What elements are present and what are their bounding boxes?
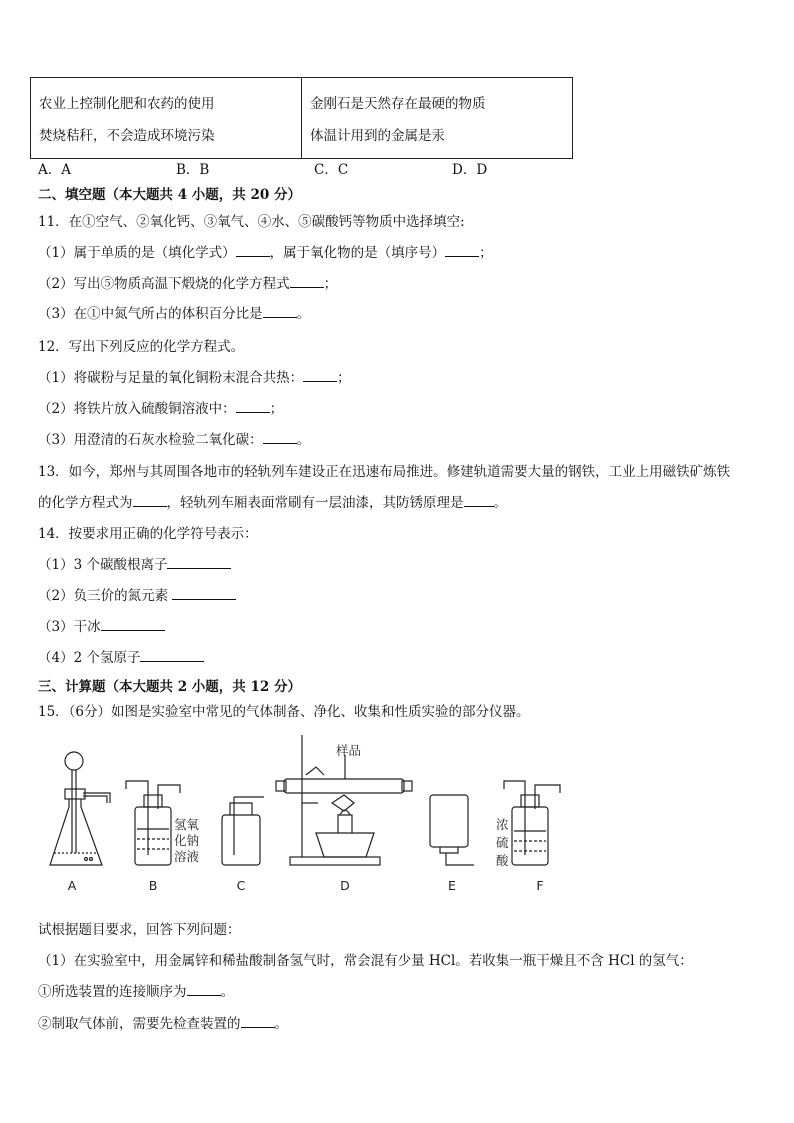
question-11-part-2 xyxy=(38,272,337,292)
label-a: A xyxy=(67,878,77,893)
label-acid-2: 硫 xyxy=(496,835,509,850)
question-text: ①所选装置的连接顺序为 xyxy=(38,984,187,1000)
question-text: 。 xyxy=(220,984,234,1000)
answer-blank[interactable] xyxy=(236,400,270,413)
question-text: （1）属于单质的是（填化学式） xyxy=(38,245,236,261)
question-12-part-3 xyxy=(38,428,310,448)
question-text: ，属于氧化物的是（填序号） xyxy=(269,245,446,261)
question-13-line-1: 13．如今，郑州与其周围各地市的轻轨列车建设正在迅速布局推进。修建轨道需要大量的钢铁，工业上用磁铁矿炼铁 xyxy=(38,464,731,480)
answer-blank[interactable] xyxy=(101,618,165,631)
apparatus-f-wash-bottle xyxy=(504,781,560,865)
question-text: ，轻轨列车厢表面常刷有一层油漆，其防锈原理是 xyxy=(166,495,464,511)
choice-a: A．A xyxy=(38,162,71,178)
question-14-part-2 xyxy=(38,584,236,604)
question-text: （4）2 个氢原子 xyxy=(38,650,141,666)
choice-d: D．D xyxy=(452,162,488,178)
question-text: ； xyxy=(269,401,284,417)
label-acid-1: 浓 xyxy=(496,817,509,832)
question-15-stem: 15．（6分）如图是实验室中常见的气体制备、净化、收集和性质实验的部分仪器。 xyxy=(38,704,530,720)
table-text: 焚烧秸秆，不会造成环境污染 xyxy=(39,128,215,144)
question-12-part-1 xyxy=(38,366,351,386)
choice-c: C．C xyxy=(314,162,349,178)
apparatus-e-inverted-bottle xyxy=(430,795,474,865)
options-table xyxy=(30,77,573,159)
answer-blank[interactable] xyxy=(133,494,167,507)
label-acid-3: 酸 xyxy=(496,853,509,868)
choice-b: B．B xyxy=(176,162,210,178)
question-12-part-2 xyxy=(38,397,283,417)
question-15-intro: 试根据题目要求，回答下列问题： xyxy=(38,922,241,938)
question-11-part-1 xyxy=(38,241,493,261)
table-text: 金刚石是天然存在最硬的物质 xyxy=(310,96,486,112)
answer-blank[interactable] xyxy=(172,587,236,600)
question-text: 。 xyxy=(493,495,507,511)
question-text: 。 xyxy=(296,306,311,322)
question-12-stem: 12．写出下列反应的化学方程式。 xyxy=(38,339,245,355)
label-sample: 样品 xyxy=(336,743,362,758)
question-text: （2）负三价的氮元素 xyxy=(38,588,169,604)
question-11-part-3 xyxy=(38,302,310,322)
table-text: 农业上控制化肥和农药的使用 xyxy=(39,96,215,112)
label-e: E xyxy=(448,878,456,893)
question-text: （3）干冰 xyxy=(38,619,101,635)
apparatus-a-flask xyxy=(50,752,110,865)
question-text: （3）在①中氮气所占的体积百分比是 xyxy=(38,306,263,322)
answer-blank[interactable] xyxy=(445,244,479,257)
question-text: ； xyxy=(479,245,493,261)
section-heading-fill-in: 二、填空题（本大题共 4 小题，共 20 分） xyxy=(38,187,301,203)
question-13-line-2 xyxy=(38,491,507,511)
question-11-stem: 11．在①空气、②氧化钙、③氧气、④水、⑤碳酸钙等物质中选择填空: xyxy=(38,214,465,230)
answer-blank[interactable] xyxy=(140,649,204,662)
question-text: （1）将碳粉与足量的氧化铜粉末混合共热： xyxy=(38,370,304,386)
question-text: 。 xyxy=(296,432,311,448)
option-cell-left xyxy=(31,78,302,159)
label-b: B xyxy=(148,878,158,893)
question-text: （1）3 个碳酸根离子 xyxy=(38,557,168,573)
option-cell-right xyxy=(302,78,573,159)
apparatus-c-gas-bottle xyxy=(222,797,264,865)
label-c: C xyxy=(236,878,246,893)
apparatus-b-wash-bottle xyxy=(126,781,180,865)
label-naoh-1: 氢氧 xyxy=(174,817,200,832)
question-14-part-4 xyxy=(38,646,204,666)
question-text: （2）将铁片放入硫酸铜溶液中： xyxy=(38,401,236,417)
question-15-part-3 xyxy=(38,1012,288,1032)
label-naoh-2: 化钠 xyxy=(174,833,200,848)
section-heading-calculation: 三、计算题（本大题共 2 小题，共 12 分） xyxy=(38,679,301,695)
question-14-part-3 xyxy=(38,615,165,635)
question-text: 的化学方程式为 xyxy=(38,495,133,511)
question-15-part-1: （1）在实验室中，用金属锌和稀盐酸制备氢气时，常会混有少量 HCl。若收集一瓶干燥且不含 HCl 的氢气： xyxy=(38,953,693,969)
answer-blank[interactable] xyxy=(236,244,270,257)
answer-blank[interactable] xyxy=(464,494,494,507)
answer-blank[interactable] xyxy=(187,983,221,996)
question-text: （2）写出⑤物质高温下煅烧的化学方程式 xyxy=(38,276,290,292)
answer-blank[interactable] xyxy=(303,369,337,382)
answer-blank[interactable] xyxy=(263,305,297,318)
answer-blank[interactable] xyxy=(241,1015,275,1028)
question-15-part-2 xyxy=(38,980,234,1000)
question-text: 。 xyxy=(274,1016,288,1032)
apparatus-drawing xyxy=(40,725,600,905)
answer-blank[interactable] xyxy=(263,431,297,444)
apparatus-figure xyxy=(40,725,600,905)
label-f: F xyxy=(536,878,544,893)
question-text: （3）用澄清的石灰水检验二氧化碳： xyxy=(38,432,263,448)
label-naoh-3: 溶液 xyxy=(174,849,200,864)
question-text: ②制取气体前，需要先检查装置的 xyxy=(38,1016,241,1032)
question-14-stem: 14．按要求用正确的化学符号表示： xyxy=(38,526,258,542)
question-text: ； xyxy=(337,370,351,386)
question-text: ； xyxy=(323,276,338,292)
table-text: 体温计用到的金属是汞 xyxy=(310,128,445,144)
label-d: D xyxy=(340,878,350,893)
answer-blank[interactable] xyxy=(167,556,231,569)
answer-blank[interactable] xyxy=(290,275,324,288)
question-14-part-1 xyxy=(38,553,231,573)
